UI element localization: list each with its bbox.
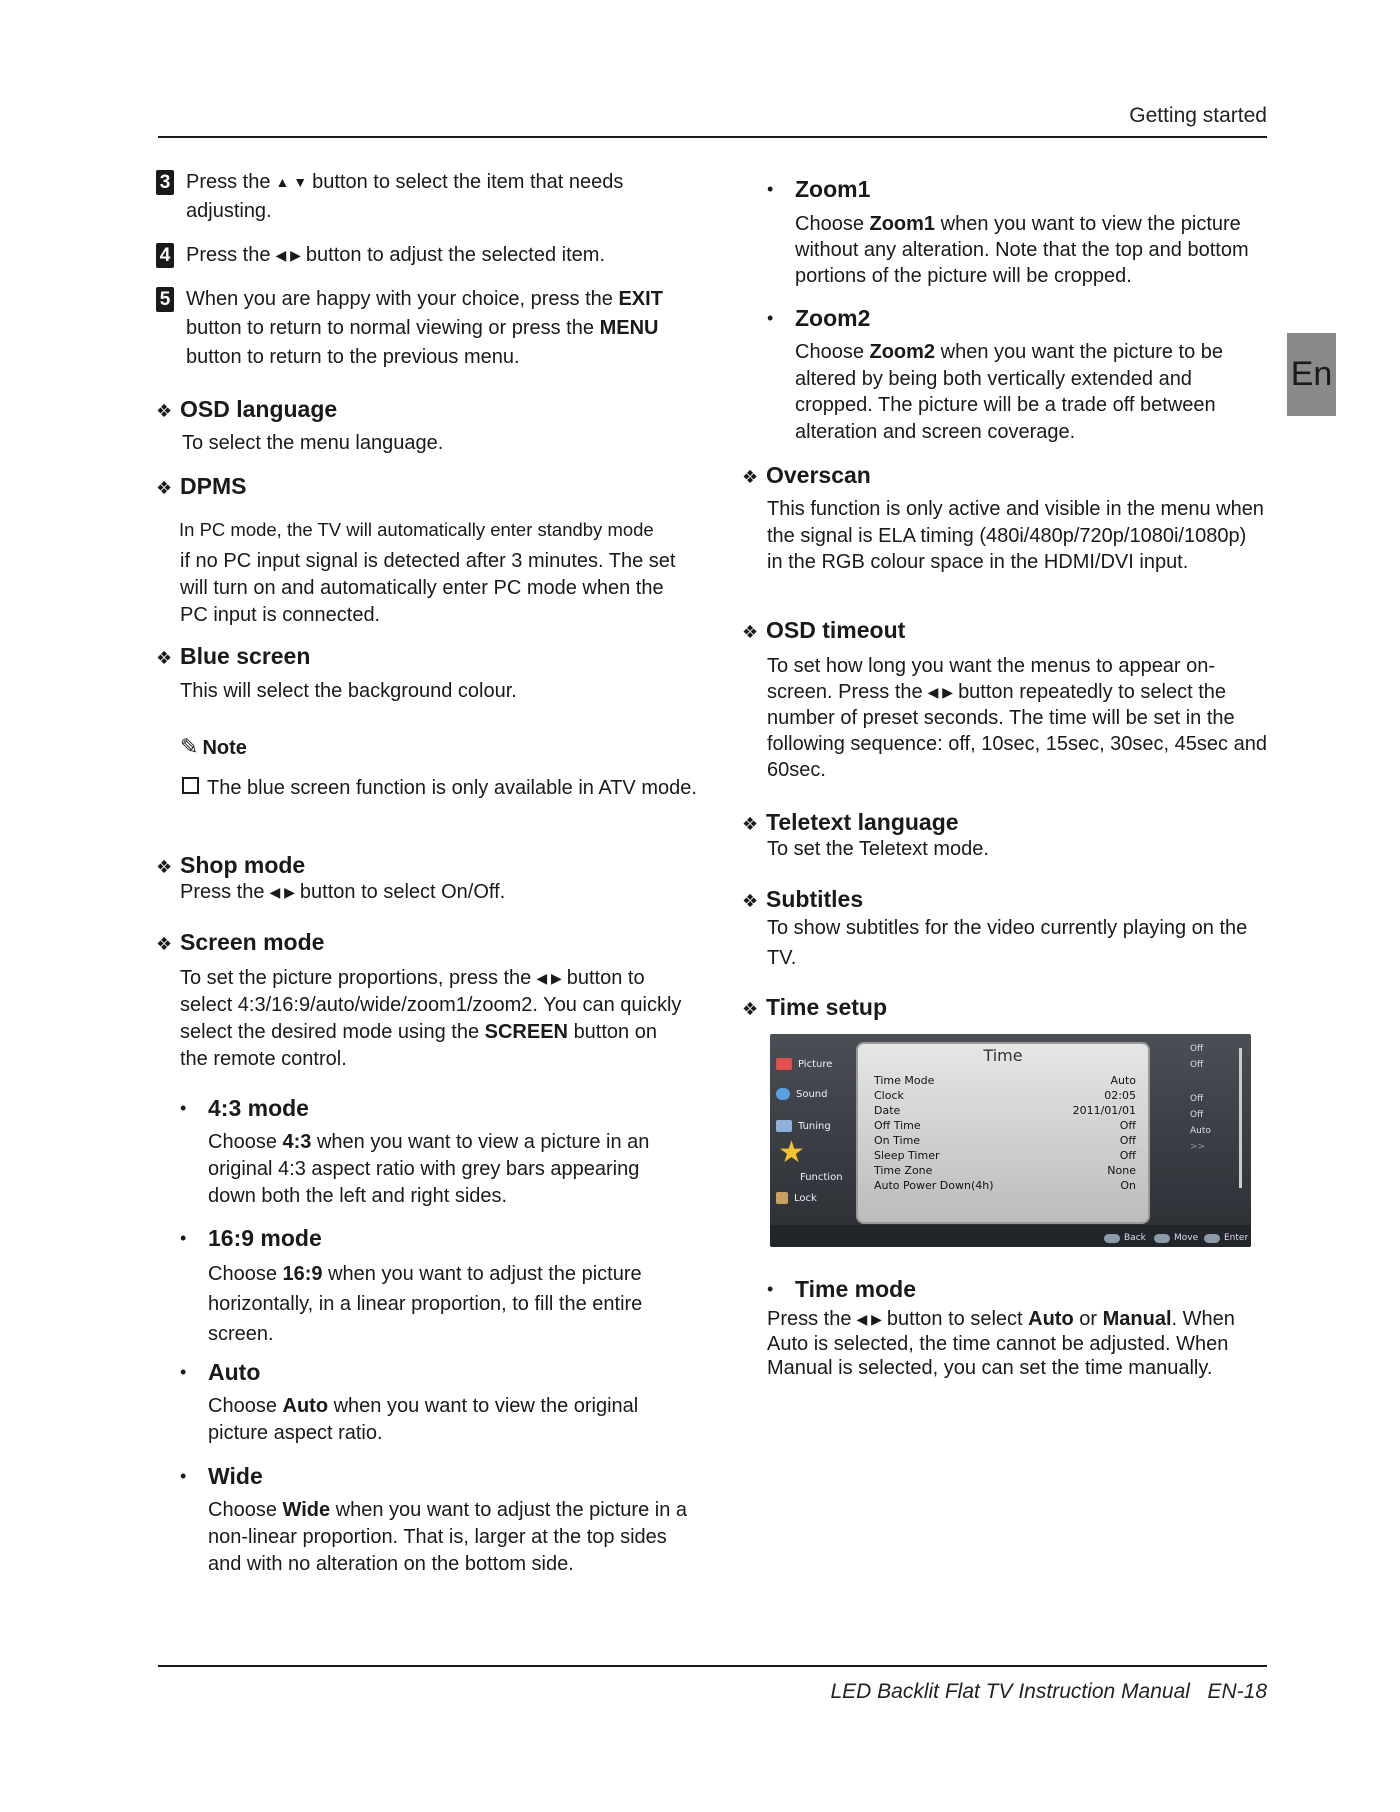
tv-right-value: Off [1190,1060,1204,1070]
heading-time-setup: ❖ Time setup [742,992,887,1024]
osd-timeout-text: To set how long you want the menus to appear on-screen. Press the ◀ ▶ button repeatedly to select the number of preset seconds. The time will be set in the following sequence: off, 10sec, 15sec, 30sec, 45sec and 60sec. [767,655,1267,781]
auto-text: Choose Auto when you want to view the original picture aspect ratio. [208,1395,639,1444]
tv-sidebar-picture: Picture [776,1058,832,1070]
tv-right-value: >> [1190,1142,1206,1152]
header-rule [158,136,1267,138]
tv-move-hint: Move [1154,1233,1198,1243]
picture-icon [776,1058,792,1070]
diamond-bullet-icon: ❖ [742,622,759,642]
mode-16-9-text: Choose 16:9 when you want to adjust the picture horizontally, in a linear proportion, to fill the entire screen. [208,1263,643,1345]
left-right-arrow-icon: ◀ ▶ [856,1311,882,1327]
left-right-arrow-icon: ◀ ▶ [275,247,301,263]
tv-right-value: Off [1190,1110,1204,1120]
zoom2-text: Choose Zoom2 when you want the picture to be altered by being both vertically extended and cropped. The picture will be a trade off between alteration and screen coverage. [795,341,1224,443]
diamond-bullet-icon: ❖ [156,934,173,954]
step-number: 4 [156,243,174,268]
screen-mode-text: To set the picture proportions, press the ◀ ▶ button to select 4:3/16:9/auto/wide/zoom1/zoom2. You can quickly select the desired mode using the SCREEN button on the remote control. [180,967,682,1070]
left-right-arrow-icon: ◀ ▶ [536,970,562,986]
bullet-auto: • Auto [180,1359,261,1385]
dpms-line1: In PC mode, the TV will automatically enter standby mode [179,519,654,540]
teletext-language-text: To set the Teletext mode. [767,838,989,860]
tv-back-hint: Back [1104,1233,1146,1243]
tv-enter-hint: Enter [1204,1233,1248,1243]
section-header: Getting started [1129,104,1267,127]
time-mode-text: Press the ◀ ▶ button to select Auto or Manual. When Auto is selected, the time cannot be adjusted. When Manual is selected, you can set the time manually. [767,1308,1235,1379]
note-text: The blue screen function is only available in ATV mode. [182,775,698,802]
tv-right-value: Off [1190,1094,1204,1104]
dpms-text: if no PC input signal is detected after 3 minutes. The set will turn on and automatically enter PC mode when the PC input is connected. [180,550,676,626]
up-down-arrow-icon: ▲ ▼ [275,174,308,190]
tv-row: Sleep Timer Off [874,1149,1136,1162]
blue-screen-text: This will select the background colour. [180,680,517,702]
sound-icon [776,1088,790,1100]
heading-overscan: ❖ Overscan [742,460,871,492]
heading-teletext-language: ❖ Teletext language [742,807,959,839]
lock-icon [776,1192,788,1204]
tv-row: Time Mode Auto [874,1074,1136,1087]
diamond-bullet-icon: ❖ [156,648,173,668]
tv-right-value: Off [1190,1044,1204,1054]
diamond-bullet-icon: ❖ [156,401,173,421]
checkbox-icon [182,777,199,794]
heading-shop-mode: ❖ Shop mode [156,850,305,882]
tv-row: Time Zone None [874,1164,1136,1177]
tv-row: Clock 02:05 [874,1089,1136,1102]
tv-sidebar-tuning: Tuning [776,1120,831,1132]
zoom1-text: Choose Zoom1 when you want to view the picture without any alteration. Note that the top and bottom portions of the picture will be cropped. [795,213,1249,287]
tv-sidebar-lock: Lock [776,1192,817,1204]
left-right-arrow-icon: ◀ ▶ [269,884,295,900]
heading-screen-mode: ❖ Screen mode [156,927,324,959]
bullet-zoom2: • Zoom2 [767,305,871,331]
back-key-icon [1104,1234,1120,1243]
tv-row: On Time Off [874,1134,1136,1147]
diamond-bullet-icon: ❖ [742,891,759,911]
bullet-16-9-mode: • 16:9 mode [180,1225,322,1251]
subtitles-text: To show subtitles for the video currently playing on the TV. [767,917,1248,969]
bullet-wide: • Wide [180,1463,263,1489]
tv-scrollbar [1239,1048,1242,1188]
tv-time-panel [856,1042,1150,1224]
diamond-bullet-icon: ❖ [742,467,759,487]
tv-time-menu-screenshot [770,1034,1251,1247]
footer: LED Backlit Flat TV Instruction Manual EN-18 [830,1680,1267,1703]
tv-sidebar-function: Function [800,1172,843,1183]
tv-panel-title: Time [983,1046,1023,1065]
tv-row: Auto Power Down(4h) On [874,1179,1136,1192]
step-number: 5 [156,287,174,312]
tv-bottom-bar [770,1225,1251,1247]
mode-4-3-text: Choose 4:3 when you want to view a picture in an original 4:3 aspect ratio with grey bars appearing down both the left and right sides. [208,1131,650,1207]
move-key-icon [1154,1234,1170,1243]
diamond-bullet-icon: ❖ [742,814,759,834]
language-tab: En [1287,333,1336,416]
tv-row: Date 2011/01/01 [874,1104,1136,1117]
diamond-bullet-icon: ❖ [742,999,759,1019]
note-label: ✎ Note [180,734,247,759]
tv-row: Off Time Off [874,1119,1136,1132]
tv-sidebar-sound: Sound [776,1088,828,1100]
heading-blue-screen: ❖ Blue screen [156,641,310,673]
heading-subtitles: ❖ Subtitles [742,884,863,916]
heading-osd-language: ❖ OSD language [156,394,337,426]
star-icon: ★ [778,1135,805,1170]
pencil-icon: ✎ [180,734,199,759]
step-number: 3 [156,170,174,195]
overscan-text: This function is only active and visible in the menu when the signal is ELA timing (480i/480p/720p/1080i/1080p) in the RGB colour space in the HDMI/DVI input. [767,498,1264,573]
bullet-4-3-mode: • 4:3 mode [180,1095,309,1121]
osd-language-text: To select the menu language. [182,432,444,454]
shop-mode-text: Press the ◀ ▶ button to select On/Off. [180,879,680,906]
step-5: 5 When you are happy with your choice, press the EXIT button to return to normal viewing or press the MENU button to return to the previous menu. [156,285,696,372]
wide-text: Choose Wide when you want to adjust the picture in a non-linear proportion. That is, larger at the top sides and with no alteration on the bottom side. [208,1499,687,1575]
tuning-icon [776,1120,792,1132]
diamond-bullet-icon: ❖ [156,478,173,498]
bullet-time-mode: • Time mode [767,1276,916,1302]
diamond-bullet-icon: ❖ [156,857,173,877]
page-number: EN-18 [1207,1680,1267,1703]
tv-right-value: Auto [1190,1126,1211,1136]
left-right-arrow-icon: ◀ ▶ [927,684,954,700]
footer-rule [158,1665,1267,1667]
step-3: 3 Press the ▲ ▼ button to select the item that needs adjusting. [156,168,696,226]
heading-osd-timeout: ❖ OSD timeout [742,615,905,647]
step-4: 4 Press the ◀ ▶ button to adjust the selected item. [156,241,696,270]
enter-key-icon [1204,1234,1220,1243]
heading-dpms: ❖ DPMS [156,471,246,503]
bullet-zoom1: • Zoom1 [767,176,871,202]
